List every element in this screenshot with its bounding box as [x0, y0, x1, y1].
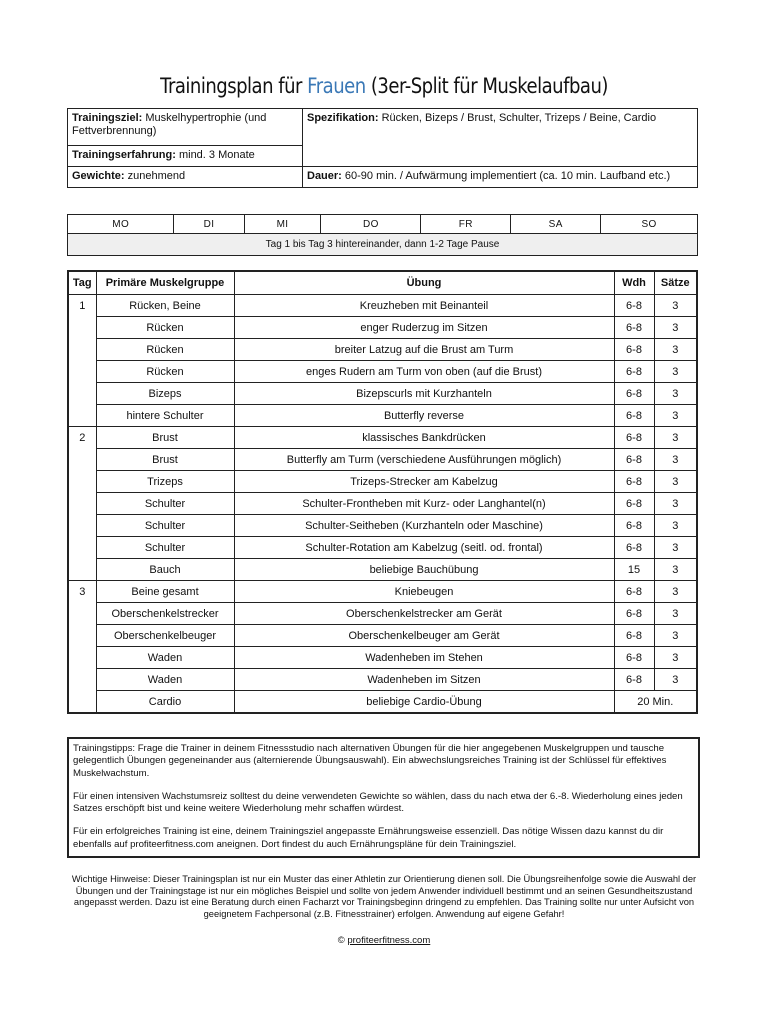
- uebung-cell: Schulter-Frontheben mit Kurz- oder Langhantel(n): [234, 493, 614, 515]
- wdh-cell: 6-8: [614, 317, 654, 339]
- tag-3: 3: [68, 581, 96, 714]
- copyright-symbol: ©: [337, 935, 348, 946]
- table-row: [68, 317, 697, 339]
- wdh-cell: 6-8: [614, 625, 654, 647]
- wdh-cell: 6-8: [614, 361, 654, 383]
- wdh-cell: 6-8: [614, 493, 654, 515]
- muskel-cell: Rücken: [96, 339, 234, 361]
- table-row: [68, 581, 697, 603]
- saetze-cell: 3: [654, 493, 697, 515]
- muskel-cell: Rücken: [96, 317, 234, 339]
- saetze-cell: 3: [654, 559, 697, 581]
- uebung-cell: beliebige Bauchübung: [234, 559, 614, 581]
- cardio-row: [68, 691, 697, 714]
- muskel-cell: Bizeps: [96, 383, 234, 405]
- muskel-cell: Schulter: [96, 537, 234, 559]
- disclaimer: Wichtige Hinweise: Dieser Trainingsplan ist nur ein Muster das einer Athletin zur Orientierung dienen soll. Die Übungsreihenfolge sowie die Auswahl der Übungen und der Trainingstage ist nur ein mögliches Beispiel und sollte von jedem Anwender individuell bestimmt und an seinen Gesundheitszustand angepasst werden. Dazu ist eine Beratung durch einen Facharzt vor Trainingsbeginn dringend zu empfehlen. Das Training sollte nur unter Aufsicht von geeignetem Fachpersonal (z.B. Fitnesstrainer) erfolgen. Anwendung auf eigene Gefahr!: [71, 874, 697, 919]
- wdh-cell: 6-8: [614, 449, 654, 471]
- tip-paragraph-3: Für ein erfolgreiches Training ist eine, deinem Trainingsziel angepasste Ernährungsweise essenziell. Das nötige Wissen dazu kannst du dir ebenfalls auf profiteerfitness.com aneignen. Dort findest du auch Ernährungspläne für dein Trainingsziel.: [73, 826, 664, 850]
- muskel-cell: Oberschenkelstrecker: [96, 603, 234, 625]
- table-row: [68, 427, 697, 449]
- saetze-cell: 3: [654, 581, 697, 603]
- info-gewichte: Gewichte: zunehmend: [68, 167, 303, 188]
- day-so: SO: [601, 215, 698, 234]
- uebung-cell: enges Rudern am Turm von oben (auf die Brust): [234, 361, 614, 383]
- day-mo: MO: [68, 215, 174, 234]
- muskel-cell: Bauch: [96, 559, 234, 581]
- table-row: [68, 559, 697, 581]
- muskel-cell: Brust: [96, 449, 234, 471]
- saetze-cell: 3: [654, 361, 697, 383]
- plan-header-row: [68, 271, 697, 295]
- table-row: [68, 537, 697, 559]
- info-box: [67, 108, 698, 188]
- wdh-cell: 6-8: [614, 405, 654, 427]
- muskel-cell: Beine gesamt: [96, 581, 234, 603]
- uebung-cell: Bizepscurls mit Kurzhanteln: [234, 383, 614, 405]
- uebung-cell: Butterfly reverse: [234, 405, 614, 427]
- title-prefix: Trainingsplan für: [160, 74, 308, 98]
- header-uebung: Übung: [234, 271, 614, 295]
- muskel-cell: Rücken, Beine: [96, 295, 234, 317]
- plan-table: [67, 270, 698, 714]
- uebung-cell: Oberschenkelstrecker am Gerät: [234, 603, 614, 625]
- header-wdh: Wdh: [614, 271, 654, 295]
- wdh-cell: 6-8: [614, 339, 654, 361]
- info-trainingsziel: Trainingsziel: Muskelhypertrophie (und Fettverbrennung): [68, 109, 303, 146]
- table-row: [68, 471, 697, 493]
- table-row: [68, 669, 697, 691]
- wdh-cell: 6-8: [614, 383, 654, 405]
- day-do: DO: [321, 215, 421, 234]
- uebung-cell: Oberschenkelbeuger am Gerät: [234, 625, 614, 647]
- page-title: [54, 74, 714, 98]
- wdh-cell: 6-8: [614, 537, 654, 559]
- table-row: [68, 449, 697, 471]
- info-trainingserfahrung: Trainingserfahrung: mind. 3 Monate: [68, 146, 303, 167]
- saetze-cell: 3: [654, 471, 697, 493]
- wdh-cell: 6-8: [614, 471, 654, 493]
- muskel-cell: Oberschenkelbeuger: [96, 625, 234, 647]
- wdh-cell: 6-8: [614, 669, 654, 691]
- wdh-cell: 15: [614, 559, 654, 581]
- table-row: [68, 383, 697, 405]
- table-row: [68, 339, 697, 361]
- wdh-cell: 6-8: [614, 295, 654, 317]
- muskel-cell: hintere Schulter: [96, 405, 234, 427]
- table-row: [68, 603, 697, 625]
- uebung-cell: Kniebeugen: [234, 581, 614, 603]
- week-table: [67, 214, 698, 256]
- day-di: DI: [174, 215, 244, 234]
- tips-box: [67, 737, 700, 858]
- uebung-cell: Kreuzheben mit Beinanteil: [234, 295, 614, 317]
- tip-paragraph-2: Für einen intensiven Wachstumsreiz solltest du deine verwendeten Gewichte so wählen, dass du nach etwa der 6.-8. Wiederholung eines jeden Satzes erschöpft bist und keine weitere Wiederholung mehr schaffen würdest.: [73, 790, 683, 815]
- saetze-cell: 3: [654, 537, 697, 559]
- uebung-cell: Wadenheben im Stehen: [234, 647, 614, 669]
- saetze-cell: 3: [654, 427, 697, 449]
- muskel-cell: Brust: [96, 427, 234, 449]
- muskel-cell: Waden: [96, 669, 234, 691]
- title-suffix: (3er-Split für Muskelaufbau): [365, 74, 608, 98]
- muskel-cell: Waden: [96, 647, 234, 669]
- table-row: [68, 361, 697, 383]
- table-row: [68, 295, 697, 317]
- wdh-cell: 6-8: [614, 647, 654, 669]
- wdh-cell: 6-8: [614, 515, 654, 537]
- copyright-link[interactable]: profiteerfitness.com: [347, 935, 431, 946]
- header-muskelgruppe: Primäre Muskelgruppe: [96, 271, 234, 295]
- wdh-cell: 6-8: [614, 427, 654, 449]
- saetze-cell: 3: [654, 405, 697, 427]
- saetze-cell: 3: [654, 515, 697, 537]
- info-dauer: Dauer: 60-90 min. / Aufwärmung implementiert (ca. 10 min. Laufband etc.): [303, 167, 698, 188]
- cardio-dauer: 20 Min.: [614, 691, 697, 714]
- table-row: [68, 515, 697, 537]
- saetze-cell: 3: [654, 295, 697, 317]
- uebung-cell: breiter Latzug auf die Brust am Turm: [234, 339, 614, 361]
- copyright: [0, 935, 768, 946]
- muskel-cell: Schulter: [96, 515, 234, 537]
- uebung-cell: Trizeps-Strecker am Kabelzug: [234, 471, 614, 493]
- wdh-cell: 6-8: [614, 581, 654, 603]
- day-sa: SA: [511, 215, 601, 234]
- table-row: [68, 405, 697, 427]
- saetze-cell: 3: [654, 647, 697, 669]
- table-row: [68, 625, 697, 647]
- tip-paragraph-1: Trainingstipps: Frage die Trainer in deinem Fitnessstudio nach alternativen Übungen für die hier angegebenen Muskelgruppen und tausche gelegentlich Übungen gegeneinander aus (alternierende Übungsauswahl). Ein abwechslungsreiches Training ist der Schlüssel für effektives Muskelwachstum.: [73, 743, 667, 779]
- muskel-cell: Schulter: [96, 493, 234, 515]
- saetze-cell: 3: [654, 317, 697, 339]
- cardio-uebung: beliebige Cardio-Übung: [234, 691, 614, 714]
- table-row: [68, 493, 697, 515]
- saetze-cell: 3: [654, 383, 697, 405]
- cardio-muskel: Cardio: [96, 691, 234, 714]
- day-mi: MI: [244, 215, 321, 234]
- muskel-cell: Rücken: [96, 361, 234, 383]
- header-tag: Tag: [68, 271, 96, 295]
- week-note: Tag 1 bis Tag 3 hintereinander, dann 1-2 Tage Pause: [68, 234, 698, 256]
- tag-2: 2: [68, 427, 96, 581]
- uebung-cell: enger Ruderzug im Sitzen: [234, 317, 614, 339]
- day-fr: FR: [421, 215, 511, 234]
- saetze-cell: 3: [654, 339, 697, 361]
- uebung-cell: Wadenheben im Sitzen: [234, 669, 614, 691]
- muskel-cell: Trizeps: [96, 471, 234, 493]
- uebung-cell: Schulter-Seitheben (Kurzhanteln oder Maschine): [234, 515, 614, 537]
- uebung-cell: klassisches Bankdrücken: [234, 427, 614, 449]
- info-spezifikation: Spezifikation: Rücken, Bizeps / Brust, Schulter, Trizeps / Beine, Cardio: [303, 109, 698, 167]
- saetze-cell: 3: [654, 449, 697, 471]
- tag-1: 1: [68, 295, 96, 427]
- header-saetze: Sätze: [654, 271, 697, 295]
- wdh-cell: 6-8: [614, 603, 654, 625]
- uebung-cell: Schulter-Rotation am Kabelzug (seitl. od. frontal): [234, 537, 614, 559]
- uebung-cell: Butterfly am Turm (verschiedene Ausführungen möglich): [234, 449, 614, 471]
- table-row: [68, 647, 697, 669]
- title-accent: Frauen: [307, 74, 366, 98]
- saetze-cell: 3: [654, 669, 697, 691]
- saetze-cell: 3: [654, 625, 697, 647]
- saetze-cell: 3: [654, 603, 697, 625]
